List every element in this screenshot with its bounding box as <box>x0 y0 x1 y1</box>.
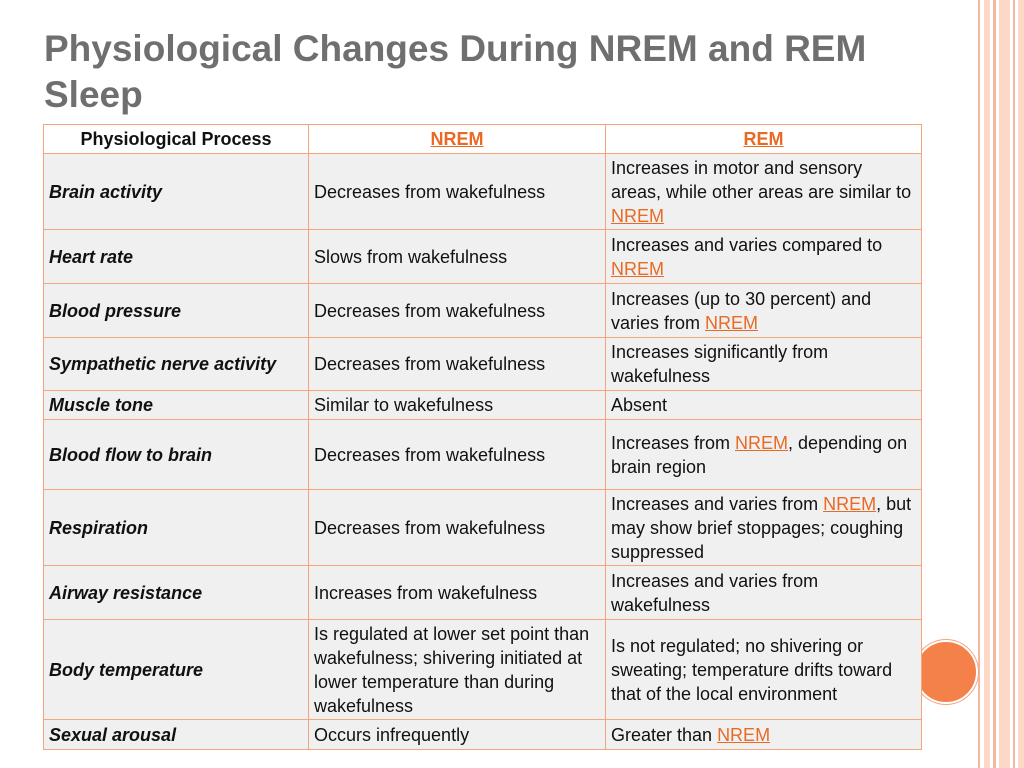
table-row <box>44 720 922 750</box>
rem-cell: Increases from NREM, depending on brain region <box>606 420 922 490</box>
rem-link[interactable]: REM <box>743 129 784 149</box>
process-cell: Airway resistance <box>44 566 309 620</box>
nrem-cell: Is regulated at lower set point than wakefulness; shivering initiated at lower temperature than during wakefulness <box>309 620 606 720</box>
rem-cell: Increases and varies from NREM, but may show brief stoppages; coughing suppressed <box>606 490 922 566</box>
table-row <box>44 230 922 284</box>
nrem-link[interactable]: NREM <box>611 258 664 279</box>
process-cell: Sympathetic nerve activity <box>44 338 309 391</box>
process-cell: Sexual arousal <box>44 720 309 750</box>
decor-stripe <box>978 0 980 768</box>
nrem-link[interactable]: NREM <box>735 432 789 453</box>
table-row <box>44 391 922 420</box>
nrem-cell: Decreases from wakefulness <box>309 490 606 566</box>
decor-circle <box>914 640 978 704</box>
nrem-cell: Decreases from wakefulness <box>309 284 606 338</box>
process-cell: Blood pressure <box>44 284 309 338</box>
nrem-cell: Increases from wakefulness <box>309 566 606 620</box>
table-header-row <box>44 125 922 154</box>
decor-stripe <box>999 0 1010 768</box>
table-row <box>44 284 922 338</box>
rem-cell: Increases (up to 30 percent) and varies from NREM <box>606 284 922 338</box>
rem-cell: Increases in motor and sensory areas, while other areas are similar to NREM <box>606 154 922 230</box>
nrem-cell: Similar to wakefulness <box>309 391 606 420</box>
rem-cell: Is not regulated; no shivering or sweating; temperature drifts toward that of the local environment <box>606 620 922 720</box>
nrem-link[interactable]: NREM <box>430 129 484 149</box>
nrem-link[interactable]: NREM <box>823 493 877 514</box>
comparison-table <box>43 124 922 750</box>
rem-cell: Increases and varies from wakefulness <box>606 566 922 620</box>
table-row <box>44 338 922 391</box>
decor-stripe <box>1013 0 1015 768</box>
rem-cell: Greater than NREM <box>606 720 922 750</box>
table-row <box>44 420 922 490</box>
rem-cell: Increases and varies compared to NREM <box>606 230 922 284</box>
nrem-link[interactable]: NREM <box>717 724 771 745</box>
rem-cell: Increases significantly from wakefulness <box>606 338 922 391</box>
table-row <box>44 490 922 566</box>
process-cell: Respiration <box>44 490 309 566</box>
header-rem[interactable] <box>606 125 922 154</box>
nrem-cell: Occurs infrequently <box>309 720 606 750</box>
header-process: Physiological Process <box>44 125 309 154</box>
nrem-cell: Decreases from wakefulness <box>309 338 606 391</box>
process-cell: Heart rate <box>44 230 309 284</box>
rem-cell: Absent <box>606 391 922 420</box>
process-cell: Brain activity <box>44 154 309 230</box>
table-row <box>44 566 922 620</box>
decor-stripe <box>984 0 990 768</box>
decor-stripe <box>993 0 996 768</box>
decor-stripe <box>1018 0 1024 768</box>
header-nrem[interactable] <box>309 125 606 154</box>
table-row <box>44 154 922 230</box>
nrem-link[interactable]: NREM <box>611 205 664 226</box>
process-cell: Muscle tone <box>44 391 309 420</box>
slide-title: Physiological Changes During NREM and REM Sleep <box>44 28 867 115</box>
process-cell: Blood flow to brain <box>44 420 309 490</box>
process-cell: Body temperature <box>44 620 309 720</box>
nrem-link[interactable]: NREM <box>705 312 759 333</box>
nrem-cell: Decreases from wakefulness <box>309 420 606 490</box>
nrem-cell: Decreases from wakefulness <box>309 154 606 230</box>
table-row <box>44 620 922 720</box>
nrem-cell: Slows from wakefulness <box>309 230 606 284</box>
